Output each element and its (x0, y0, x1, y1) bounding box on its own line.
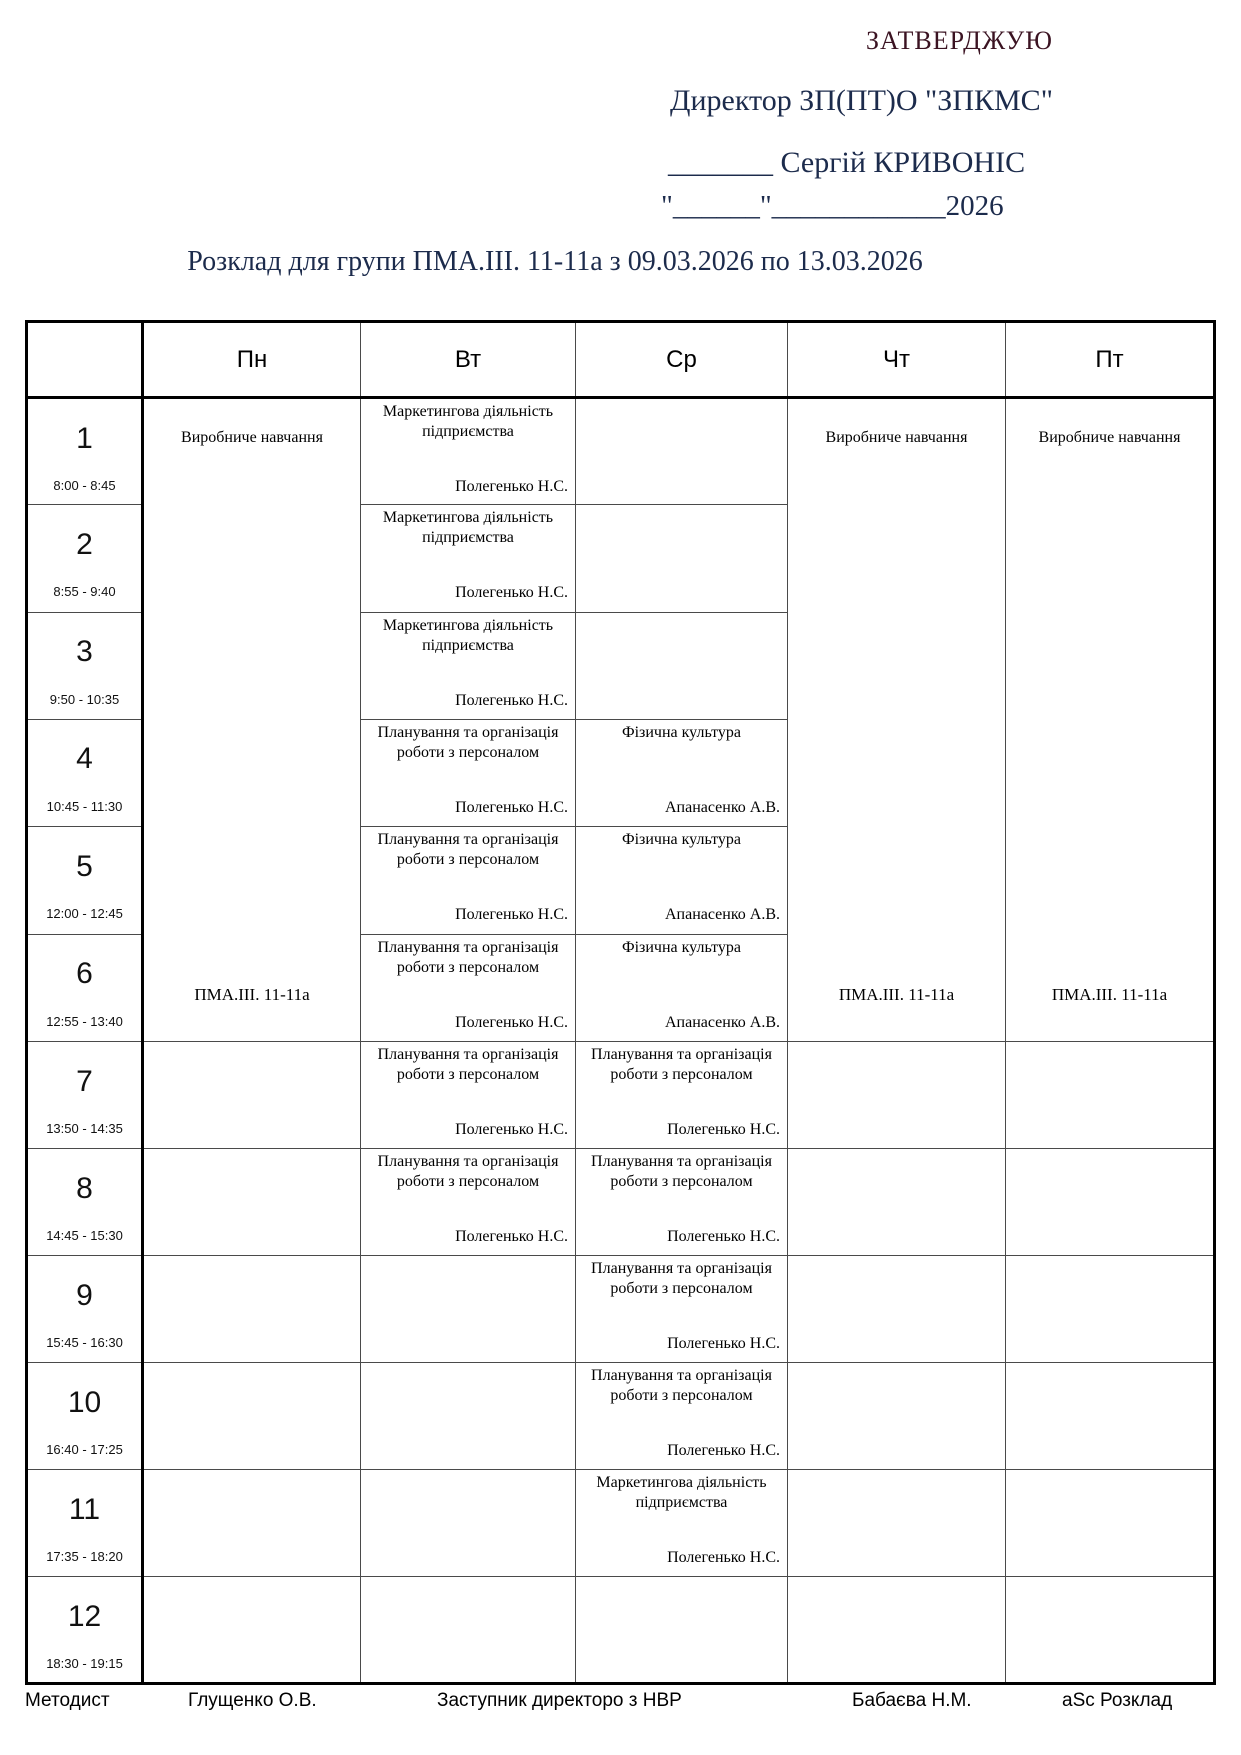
day-header-tue: Вт (361, 322, 576, 398)
period-9-time-cell (27, 1256, 143, 1363)
corner-cell (27, 322, 143, 398)
lesson-teacher: Полегенько Н.С. (455, 584, 568, 602)
period-number: 4 (76, 742, 93, 776)
lesson-subject: Планування та організація роботи з персоналом (377, 831, 559, 869)
lesson-teacher: Полегенько Н.С. (667, 1549, 780, 1566)
lesson-subject: Маркетингова діяльність підприємства (382, 616, 554, 654)
deputy-name: Бабаєва Н.М. (852, 1690, 972, 1711)
cell-tue-4 (361, 719, 576, 826)
lesson-subject: Планування та організація роботи з персоналом (591, 1153, 772, 1190)
lesson-teacher: Полегенько Н.С. (455, 1121, 568, 1138)
cell-wed-8 (576, 1149, 788, 1256)
lesson-teacher: Апанасенко А.В. (664, 798, 780, 816)
cell-tue-11-empty (361, 1470, 576, 1577)
cell-tue-10-empty (361, 1363, 576, 1470)
period-time: 16:40 - 17:25 (46, 1442, 123, 1457)
period-2-time-cell (27, 505, 143, 612)
lesson-subject: Планування та організація роботи з персоналом (591, 1260, 772, 1297)
lesson-subject: Виробниче навчання (1038, 429, 1181, 446)
cell-wed-2-empty (576, 505, 788, 612)
cell-thu-9-empty (788, 1256, 1006, 1363)
signature-line: _______ Сергій КРИВОНІС (668, 146, 1026, 179)
period-row-9 (27, 1256, 1215, 1363)
cell-mon-8-empty (143, 1149, 361, 1256)
period-number: 8 (76, 1171, 93, 1205)
period-11-time-cell (27, 1470, 143, 1577)
period-number: 3 (76, 635, 93, 669)
cell-wed-7 (576, 1042, 788, 1149)
period-4-time-cell (27, 719, 143, 826)
period-time: 8:00 - 8:45 (53, 478, 116, 493)
period-5-time-cell (27, 827, 143, 934)
cell-mon-10-empty (143, 1363, 361, 1470)
period-12-time-cell (27, 1577, 143, 1684)
period-number: 2 (76, 527, 93, 561)
cell-mon-7-empty (143, 1042, 361, 1149)
period-time: 14:45 - 15:30 (46, 1228, 123, 1243)
lesson-teacher: Полегенько Н.С. (667, 1228, 780, 1245)
cell-tue-5 (361, 827, 576, 934)
period-number: 7 (76, 1064, 93, 1098)
period-time: 12:55 - 13:40 (46, 1013, 123, 1029)
period-time: 12:00 - 12:45 (46, 906, 123, 922)
period-row-12 (27, 1577, 1215, 1684)
period-3-time-cell (27, 612, 143, 719)
cell-thu-12-empty (788, 1577, 1006, 1684)
period-number: 12 (67, 1599, 102, 1633)
day-header-row (27, 322, 1215, 398)
date-line: "______"____________2026 (661, 190, 1004, 222)
cell-tue-3 (361, 612, 576, 719)
period-row-1 (27, 398, 1215, 505)
cell-fri-7-empty (1006, 1042, 1215, 1149)
lesson-subject: Фізична культура (621, 831, 742, 849)
period-time: 17:35 - 18:20 (46, 1549, 123, 1564)
lesson-subject: Маркетингова діяльність підприємства (382, 509, 554, 547)
cell-fri-11-empty (1006, 1470, 1215, 1577)
day-header-thu: Чт (788, 322, 1006, 398)
lesson-subject: Виробниче навчання (825, 429, 968, 446)
day-header-mon: Пн (143, 322, 361, 398)
period-7-time-cell (27, 1042, 143, 1149)
lesson-subject: Планування та організація роботи з персоналом (591, 1367, 772, 1404)
period-time: 10:45 - 11:30 (46, 798, 123, 814)
lesson-teacher: Полегенько Н.С. (455, 1013, 568, 1031)
cell-tue-1 (361, 398, 576, 505)
lesson-subject: Планування та організація роботи з персоналом (591, 1046, 772, 1083)
cell-wed-6 (576, 934, 788, 1041)
cell-wed-3-empty (576, 612, 788, 719)
cell-fri-12-empty (1006, 1577, 1215, 1684)
lesson-subject: Планування та організація роботи з персоналом (377, 1046, 559, 1083)
cell-thu-8-empty (788, 1149, 1006, 1256)
lesson-group: ПМА.ІІІ. 11-11а (838, 985, 955, 1004)
cell-wed-10 (576, 1363, 788, 1470)
methodist-label: Методист (25, 1690, 110, 1711)
lesson-subject: Маркетингова діяльність підприємства (382, 403, 554, 440)
period-number: 5 (76, 849, 93, 883)
lesson-block-fri-1-6 (1006, 398, 1215, 1042)
lesson-subject: Планування та організація роботи з персоналом (377, 723, 559, 761)
cell-wed-9 (576, 1256, 788, 1363)
period-time: 9:50 - 10:35 (49, 691, 120, 707)
period-time: 15:45 - 16:30 (46, 1335, 123, 1350)
lesson-teacher: Полегенько Н.С. (455, 478, 568, 495)
period-time: 8:55 - 9:40 (53, 584, 116, 600)
lesson-teacher: Полегенько Н.С. (667, 1335, 780, 1352)
methodist-name: Глущенко О.В. (188, 1690, 317, 1711)
lesson-subject: Виробниче навчання (181, 429, 323, 446)
period-row-10 (27, 1363, 1215, 1470)
period-6-time-cell (27, 934, 143, 1041)
lesson-group: ПМА.ІІІ. 11-11а (1051, 985, 1168, 1004)
lesson-teacher: Полегенько Н.С. (667, 1442, 780, 1459)
day-header-wed: Ср (576, 322, 788, 398)
cell-thu-7-empty (788, 1042, 1006, 1149)
period-8-time-cell (27, 1149, 143, 1256)
cell-mon-12-empty (143, 1577, 361, 1684)
period-time: 13:50 - 14:35 (46, 1121, 123, 1136)
cell-wed-4 (576, 719, 788, 826)
lesson-teacher: Полегенько Н.С. (455, 1228, 568, 1245)
cell-thu-10-empty (788, 1363, 1006, 1470)
period-time: 18:30 - 19:15 (46, 1656, 123, 1671)
cell-wed-1-empty (576, 398, 788, 505)
lesson-teacher: Полегенько Н.С. (455, 906, 568, 924)
period-row-7 (27, 1042, 1215, 1149)
lesson-block-mon-1-6 (143, 398, 361, 1042)
approve-label: ЗАТВЕРДЖУЮ (866, 26, 1053, 55)
cell-thu-11-empty (788, 1470, 1006, 1577)
lesson-teacher: Полегенько Н.С. (455, 691, 568, 709)
cell-wed-11 (576, 1470, 788, 1577)
lesson-block-thu-1-6 (788, 398, 1006, 1042)
cell-mon-11-empty (143, 1470, 361, 1577)
lesson-teacher: Полегенько Н.С. (455, 798, 568, 816)
period-number: 11 (68, 1492, 101, 1526)
period-row-8 (27, 1149, 1215, 1256)
cell-tue-9-empty (361, 1256, 576, 1363)
period-number: 10 (67, 1385, 102, 1419)
period-number: 1 (76, 421, 93, 455)
cell-wed-12-empty (576, 1577, 788, 1684)
day-header-fri: Пт (1006, 322, 1215, 398)
period-row-11 (27, 1470, 1215, 1577)
cell-fri-9-empty (1006, 1256, 1215, 1363)
cell-fri-8-empty (1006, 1149, 1215, 1256)
deputy-label: Заступник директоро з НВР (437, 1690, 682, 1711)
period-number: 6 (76, 957, 93, 991)
asc-brand-label: aSc Розклад (1062, 1690, 1173, 1711)
lesson-teacher: Апанасенко А.В. (664, 1013, 780, 1031)
lesson-teacher: Апанасенко А.В. (664, 906, 780, 924)
cell-tue-12-empty (361, 1577, 576, 1684)
cell-wed-5 (576, 827, 788, 934)
period-number: 9 (76, 1278, 93, 1312)
lesson-subject: Планування та організація роботи з персоналом (377, 1153, 559, 1190)
lesson-subject: Маркетингова діяльність підприємства (596, 1474, 767, 1511)
page-title: Розклад для групи ПМА.ІІІ. 11-11а з 09.03.2026 по 13.03.2026 (187, 246, 923, 277)
cell-tue-8 (361, 1149, 576, 1256)
cell-tue-2 (361, 505, 576, 612)
director-line: Директор ЗП(ПТ)О "ЗПКМС" (670, 84, 1053, 117)
lesson-subject: Фізична культура (621, 938, 742, 956)
lesson-subject: Планування та організація роботи з персоналом (377, 938, 559, 976)
cell-tue-6 (361, 934, 576, 1041)
lesson-subject: Фізична культура (621, 723, 742, 741)
cell-fri-10-empty (1006, 1363, 1215, 1470)
schedule-table (25, 320, 1216, 1685)
lesson-group: ПМА.ІІІ. 11-11а (194, 985, 310, 1004)
cell-tue-7 (361, 1042, 576, 1149)
lesson-teacher: Полегенько Н.С. (667, 1121, 780, 1138)
cell-mon-9-empty (143, 1256, 361, 1363)
period-10-time-cell (27, 1363, 143, 1470)
period-1-time-cell (27, 398, 143, 505)
